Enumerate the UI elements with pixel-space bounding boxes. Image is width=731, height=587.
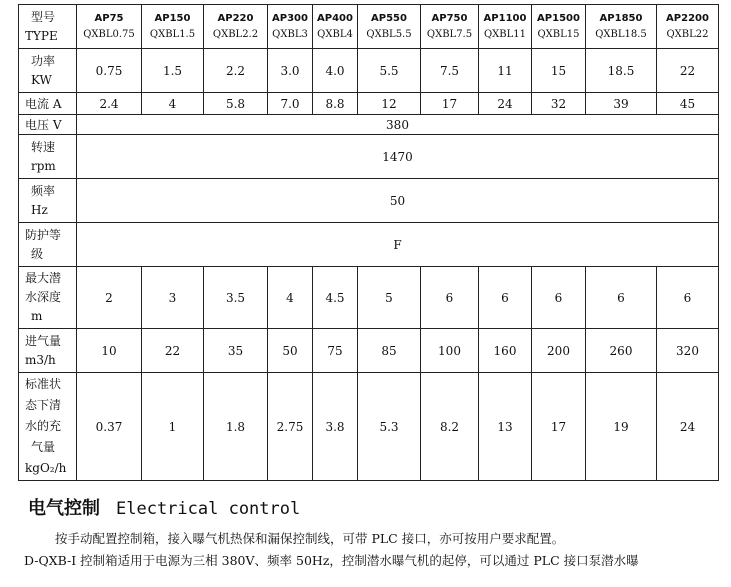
oxygenation-cell: 3.8 [313, 373, 358, 481]
current-cell: 12 [358, 93, 421, 115]
current-cell: 24 [479, 93, 532, 115]
model-cell: AP1850 QXBL18.5 [586, 5, 657, 49]
oxygenation-cell: 5.3 [358, 373, 421, 481]
intake-cell: 10 [77, 329, 142, 373]
paragraph-1: 按手动配置控制箱，接入曝气机热保和漏保控制线，可带 PLC 接口，亦可按用户要求配置。 [55, 531, 565, 546]
row-current [19, 93, 719, 115]
label-frequency: 频率 Hz [19, 179, 77, 223]
depth-cell: 6 [421, 267, 479, 329]
power-cell: 4.0 [313, 49, 358, 93]
oxygenation-cell: 1 [142, 373, 204, 481]
row-depth [19, 267, 719, 329]
depth-cell: 3 [142, 267, 204, 329]
model-cell: AP300 QXBL3 [268, 5, 313, 49]
label-speed: 转速 rpm [19, 135, 77, 179]
intake-cell: 75 [313, 329, 358, 373]
oxygenation-cell: 2.75 [268, 373, 313, 481]
spec-table [18, 4, 719, 481]
current-cell: 45 [657, 93, 719, 115]
power-cell: 7.5 [421, 49, 479, 93]
model-cell: AP2200 QXBL22 [657, 5, 719, 49]
oxygenation-cell: 0.37 [77, 373, 142, 481]
row-model [19, 5, 719, 49]
row-speed [19, 135, 719, 179]
row-oxygenation [19, 373, 719, 481]
label-oxygenation: 标准状 态下清 水的充 气量 kgO₂/h [19, 373, 77, 481]
model-cell: AP550 QXBL5.5 [358, 5, 421, 49]
section-title-en: Electrical control [116, 499, 301, 519]
power-cell: 1.5 [142, 49, 204, 93]
label-power: 功率 KW [19, 49, 77, 93]
speed-value: 1470 [77, 135, 719, 179]
row-intake [19, 329, 719, 373]
oxygenation-cell: 13 [479, 373, 532, 481]
oxygenation-cell: 24 [657, 373, 719, 481]
depth-cell: 2 [77, 267, 142, 329]
label-voltage: 电压 V [19, 115, 77, 135]
label-model: 型号 TYPE [19, 5, 77, 49]
voltage-value: 380 [77, 115, 719, 135]
section-title [28, 494, 300, 520]
protection-value: F [77, 223, 719, 267]
oxygenation-cell: 1.8 [204, 373, 268, 481]
power-cell: 11 [479, 49, 532, 93]
model-cell: AP750 QXBL7.5 [421, 5, 479, 49]
paragraph-2: D-QXB-I 控制箱适用于电源为三相 380V、频率 50Hz，控制潜水曝气机的起停，可以通过 PLC 接口泵潜水曝 [24, 553, 639, 568]
row-voltage [19, 115, 719, 135]
model-cell: AP220 QXBL2.2 [204, 5, 268, 49]
current-cell: 39 [586, 93, 657, 115]
model-cell: AP150 QXBL1.5 [142, 5, 204, 49]
intake-cell: 200 [532, 329, 586, 373]
intake-cell: 35 [204, 329, 268, 373]
power-cell: 22 [657, 49, 719, 93]
label-protection: 防护等 级 [19, 223, 77, 267]
intake-cell: 160 [479, 329, 532, 373]
label-intake: 进气量 m3/h [19, 329, 77, 373]
label-current: 电流 A [19, 93, 77, 115]
power-cell: 5.5 [358, 49, 421, 93]
model-cell: AP400 QXBL4 [313, 5, 358, 49]
frequency-value: 50 [77, 179, 719, 223]
row-protection [19, 223, 719, 267]
depth-cell: 6 [479, 267, 532, 329]
oxygenation-cell: 8.2 [421, 373, 479, 481]
current-cell: 2.4 [77, 93, 142, 115]
depth-cell: 3.5 [204, 267, 268, 329]
oxygenation-cell: 19 [586, 373, 657, 481]
current-cell: 32 [532, 93, 586, 115]
intake-cell: 85 [358, 329, 421, 373]
label-depth: 最大潜 水深度 m [19, 267, 77, 329]
intake-cell: 260 [586, 329, 657, 373]
depth-cell: 5 [358, 267, 421, 329]
power-cell: 2.2 [204, 49, 268, 93]
section-title-cn: 电气控制 [28, 498, 100, 519]
depth-cell: 4 [268, 267, 313, 329]
current-cell: 7.0 [268, 93, 313, 115]
current-cell: 5.8 [204, 93, 268, 115]
current-cell: 8.8 [313, 93, 358, 115]
current-cell: 4 [142, 93, 204, 115]
intake-cell: 100 [421, 329, 479, 373]
model-cell: AP1100 QXBL11 [479, 5, 532, 49]
depth-cell: 4.5 [313, 267, 358, 329]
model-cell: AP75 QXBL0.75 [77, 5, 142, 49]
power-cell: 15 [532, 49, 586, 93]
power-cell: 3.0 [268, 49, 313, 93]
depth-cell: 6 [532, 267, 586, 329]
row-frequency [19, 179, 719, 223]
model-cell: AP1500 QXBL15 [532, 5, 586, 49]
current-cell: 17 [421, 93, 479, 115]
intake-cell: 320 [657, 329, 719, 373]
row-power [19, 49, 719, 93]
depth-cell: 6 [586, 267, 657, 329]
power-cell: 18.5 [586, 49, 657, 93]
oxygenation-cell: 17 [532, 373, 586, 481]
intake-cell: 22 [142, 329, 204, 373]
power-cell: 0.75 [77, 49, 142, 93]
intake-cell: 50 [268, 329, 313, 373]
depth-cell: 6 [657, 267, 719, 329]
